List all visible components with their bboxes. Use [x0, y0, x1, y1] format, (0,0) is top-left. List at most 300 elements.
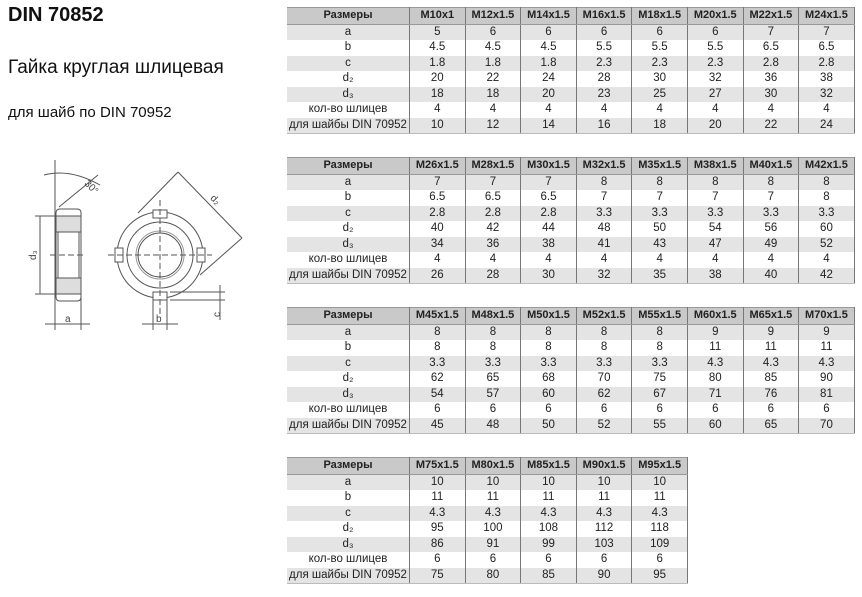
value-cell: 4 [521, 252, 577, 268]
value-cell: 103 [576, 537, 632, 553]
value-cell: 8 [521, 340, 577, 356]
value-cell: 6 [576, 552, 632, 568]
value-cell: 6 [687, 402, 743, 418]
value-cell: 6.5 [799, 40, 855, 56]
value-cell: 8 [632, 340, 688, 356]
value-cell: 48 [576, 221, 632, 237]
value-cell: 2.3 [687, 56, 743, 72]
value-cell: 11 [687, 340, 743, 356]
size-table [287, 7, 855, 134]
value-cell: 3.3 [687, 206, 743, 222]
value-cell: 20 [410, 71, 466, 87]
value-cell: 41 [576, 237, 632, 253]
row-label-cell: a [287, 474, 410, 490]
value-cell: 32 [799, 87, 855, 103]
value-cell: 91 [465, 537, 521, 553]
value-cell: 6.5 [521, 190, 577, 206]
value-cell: 70 [799, 418, 855, 434]
value-cell: 109 [632, 537, 688, 553]
table-row [287, 174, 854, 190]
value-cell: 36 [743, 71, 799, 87]
value-cell: 5.5 [687, 40, 743, 56]
column-header-cell: M26x1.5 [410, 158, 466, 175]
value-cell: 8 [799, 190, 855, 206]
value-cell: 7 [743, 24, 799, 40]
value-cell: 8 [632, 174, 688, 190]
table-row [287, 237, 854, 253]
row-label-cell: для шайбы DIN 70952 [287, 268, 410, 284]
value-cell: 52 [799, 237, 855, 253]
value-cell: 4 [410, 102, 466, 118]
column-header-cell: M70x1.5 [799, 308, 855, 325]
value-cell: 4 [799, 252, 855, 268]
value-cell: 10 [521, 474, 577, 490]
table-row [287, 552, 687, 568]
table-row [287, 102, 854, 118]
value-cell: 6 [743, 402, 799, 418]
table-row [287, 221, 854, 237]
table-row [287, 118, 854, 134]
table-row [287, 190, 854, 206]
table-row [287, 24, 854, 40]
value-cell: 4.5 [465, 40, 521, 56]
row-label-cell: a [287, 324, 410, 340]
value-cell: 32 [687, 71, 743, 87]
value-cell: 54 [687, 221, 743, 237]
value-cell: 3.3 [632, 356, 688, 372]
value-cell: 10 [410, 474, 466, 490]
value-cell: 47 [687, 237, 743, 253]
value-cell: 56 [743, 221, 799, 237]
value-cell: 4.3 [632, 506, 688, 522]
column-header-cell: M12x1.5 [465, 8, 521, 25]
row-label-cell: b [287, 40, 410, 56]
table-row [287, 356, 854, 372]
value-cell: 3.3 [632, 206, 688, 222]
size-table [287, 307, 855, 434]
value-cell: 8 [687, 174, 743, 190]
value-cell: 5 [410, 24, 466, 40]
value-cell: 42 [799, 268, 855, 284]
value-cell: 70 [576, 371, 632, 387]
value-cell: 6 [576, 402, 632, 418]
table-row [287, 40, 854, 56]
column-header-cell: M75x1.5 [410, 458, 466, 475]
value-cell: 2.8 [521, 206, 577, 222]
value-cell: 4 [632, 102, 688, 118]
value-cell: 8 [465, 340, 521, 356]
value-cell: 10 [632, 474, 688, 490]
row-label-cell: d₃ [287, 387, 410, 403]
value-cell: 7 [410, 174, 466, 190]
value-cell: 34 [410, 237, 466, 253]
washer-note: для шайб по DIN 70952 [8, 104, 172, 121]
value-cell: 50 [632, 221, 688, 237]
value-cell: 8 [410, 340, 466, 356]
value-cell: 25 [632, 87, 688, 103]
table-row [287, 387, 854, 403]
value-cell: 86 [410, 537, 466, 553]
dim-label-a: a [65, 314, 71, 325]
value-cell: 71 [687, 387, 743, 403]
column-header-cell: M30x1.5 [521, 158, 577, 175]
dim-label-angle: 30° [81, 178, 101, 197]
header-cell: Размеры [287, 158, 410, 175]
value-cell: 75 [410, 568, 466, 584]
dim-label-d3: d₃ [28, 250, 39, 260]
value-cell: 6 [410, 552, 466, 568]
value-cell: 65 [743, 418, 799, 434]
value-cell: 4 [576, 252, 632, 268]
value-cell: 24 [521, 71, 577, 87]
value-cell: 50 [521, 418, 577, 434]
value-cell: 7 [687, 190, 743, 206]
value-cell: 8 [799, 174, 855, 190]
value-cell: 6 [576, 24, 632, 40]
value-cell: 38 [687, 268, 743, 284]
value-cell: 6 [799, 402, 855, 418]
column-header-cell: M50x1.5 [521, 308, 577, 325]
value-cell: 49 [743, 237, 799, 253]
value-cell: 1.8 [465, 56, 521, 72]
value-cell: 6 [521, 402, 577, 418]
column-header-cell: M90x1.5 [576, 458, 632, 475]
value-cell: 95 [410, 521, 466, 537]
value-cell: 4 [521, 102, 577, 118]
header-cell: Размеры [287, 8, 410, 25]
value-cell: 7 [799, 24, 855, 40]
table-row [287, 324, 854, 340]
value-cell: 27 [687, 87, 743, 103]
row-label-cell: для шайбы DIN 70952 [287, 418, 410, 434]
value-cell: 6 [521, 24, 577, 40]
value-cell: 11 [576, 490, 632, 506]
value-cell: 11 [465, 490, 521, 506]
value-cell: 3.3 [799, 206, 855, 222]
value-cell: 100 [465, 521, 521, 537]
column-header-cell: M38x1.5 [687, 158, 743, 175]
value-cell: 108 [521, 521, 577, 537]
table-header-row [287, 308, 854, 325]
value-cell: 42 [465, 221, 521, 237]
value-cell: 7 [521, 174, 577, 190]
value-cell: 45 [410, 418, 466, 434]
value-cell: 60 [799, 221, 855, 237]
value-cell: 4.3 [410, 506, 466, 522]
nut-technical-drawing [20, 150, 260, 340]
value-cell: 9 [687, 324, 743, 340]
table-row [287, 418, 854, 434]
value-cell: 65 [465, 371, 521, 387]
value-cell: 4 [687, 102, 743, 118]
column-header-cell: M48x1.5 [465, 308, 521, 325]
value-cell: 3.3 [410, 356, 466, 372]
value-cell: 4.3 [465, 506, 521, 522]
value-cell: 30 [632, 71, 688, 87]
value-cell: 22 [465, 71, 521, 87]
row-label-cell: b [287, 190, 410, 206]
value-cell: 7 [576, 190, 632, 206]
value-cell: 6 [687, 24, 743, 40]
table-row [287, 506, 687, 522]
row-label-cell: d₂ [287, 371, 410, 387]
column-header-cell: M22x1.5 [743, 8, 799, 25]
value-cell: 4 [632, 252, 688, 268]
table-row [287, 340, 854, 356]
value-cell: 68 [521, 371, 577, 387]
value-cell: 4.3 [799, 356, 855, 372]
value-cell: 52 [576, 418, 632, 434]
value-cell: 90 [799, 371, 855, 387]
value-cell: 28 [465, 268, 521, 284]
value-cell: 18 [410, 87, 466, 103]
value-cell: 75 [632, 371, 688, 387]
row-label-cell: c [287, 356, 410, 372]
column-header-cell: M35x1.5 [632, 158, 688, 175]
value-cell: 90 [576, 568, 632, 584]
value-cell: 3.3 [743, 206, 799, 222]
size-table [287, 457, 688, 584]
value-cell: 99 [521, 537, 577, 553]
value-cell: 2.8 [465, 206, 521, 222]
value-cell: 85 [521, 568, 577, 584]
value-cell: 4 [576, 102, 632, 118]
row-label-cell: кол-во шлицев [287, 102, 410, 118]
value-cell: 3.3 [465, 356, 521, 372]
value-cell: 7 [465, 174, 521, 190]
value-cell: 20 [687, 118, 743, 134]
value-cell: 24 [799, 118, 855, 134]
header-cell: Размеры [287, 458, 410, 475]
value-cell: 1.8 [410, 56, 466, 72]
value-cell: 18 [632, 118, 688, 134]
column-header-cell: M24x1.5 [799, 8, 855, 25]
header-cell: Размеры [287, 308, 410, 325]
value-cell: 95 [632, 568, 688, 584]
value-cell: 2.8 [743, 56, 799, 72]
table-row [287, 87, 854, 103]
table-row [287, 206, 854, 222]
value-cell: 23 [576, 87, 632, 103]
table-row [287, 568, 687, 584]
value-cell: 44 [521, 221, 577, 237]
value-cell: 8 [743, 174, 799, 190]
row-label-cell: d₃ [287, 237, 410, 253]
value-cell: 2.3 [576, 56, 632, 72]
value-cell: 55 [632, 418, 688, 434]
value-cell: 6 [632, 402, 688, 418]
value-cell: 4.3 [576, 506, 632, 522]
value-cell: 80 [687, 371, 743, 387]
value-cell: 48 [465, 418, 521, 434]
value-cell: 35 [632, 268, 688, 284]
value-cell: 6 [521, 552, 577, 568]
value-cell: 8 [576, 340, 632, 356]
value-cell: 4.3 [743, 356, 799, 372]
value-cell: 6 [632, 552, 688, 568]
value-cell: 40 [410, 221, 466, 237]
value-cell: 6 [465, 24, 521, 40]
value-cell: 40 [743, 268, 799, 284]
value-cell: 8 [576, 174, 632, 190]
value-cell: 11 [799, 340, 855, 356]
value-cell: 4 [743, 102, 799, 118]
value-cell: 80 [465, 568, 521, 584]
value-cell: 62 [410, 371, 466, 387]
value-cell: 6.5 [743, 40, 799, 56]
row-label-cell: d₂ [287, 71, 410, 87]
row-label-cell: d₂ [287, 521, 410, 537]
value-cell: 3.3 [521, 356, 577, 372]
column-header-cell: M65x1.5 [743, 308, 799, 325]
column-header-cell: M14x1.5 [521, 8, 577, 25]
value-cell: 60 [521, 387, 577, 403]
value-cell: 9 [743, 324, 799, 340]
value-cell: 60 [687, 418, 743, 434]
dim-label-b: b [156, 314, 162, 325]
column-header-cell: M32x1.5 [576, 158, 632, 175]
value-cell: 62 [576, 387, 632, 403]
product-name: Гайка круглая шлицевая [8, 57, 224, 78]
value-cell: 2.3 [632, 56, 688, 72]
value-cell: 4 [465, 252, 521, 268]
value-cell: 38 [799, 71, 855, 87]
value-cell: 8 [410, 324, 466, 340]
column-header-cell: M16x1.5 [576, 8, 632, 25]
value-cell: 28 [576, 71, 632, 87]
column-header-cell: M95x1.5 [632, 458, 688, 475]
value-cell: 30 [521, 268, 577, 284]
row-label-cell: d₃ [287, 87, 410, 103]
row-label-cell: b [287, 340, 410, 356]
column-header-cell: M85x1.5 [521, 458, 577, 475]
value-cell: 11 [521, 490, 577, 506]
value-cell: 76 [743, 387, 799, 403]
value-cell: 12 [465, 118, 521, 134]
value-cell: 8 [632, 324, 688, 340]
value-cell: 20 [521, 87, 577, 103]
value-cell: 18 [465, 87, 521, 103]
table-row [287, 537, 687, 553]
column-header-cell: M52x1.5 [576, 308, 632, 325]
table-row [287, 56, 854, 72]
value-cell: 54 [410, 387, 466, 403]
row-label-cell: c [287, 56, 410, 72]
table-header-row [287, 458, 687, 475]
value-cell: 4.3 [687, 356, 743, 372]
column-header-cell: M60x1.5 [687, 308, 743, 325]
row-label-cell: d₂ [287, 221, 410, 237]
row-label-cell: b [287, 490, 410, 506]
value-cell: 4.5 [521, 40, 577, 56]
dim-label-c: c [212, 312, 223, 317]
table-row [287, 402, 854, 418]
value-cell: 118 [632, 521, 688, 537]
column-header-cell: M10x1 [410, 8, 466, 25]
value-cell: 81 [799, 387, 855, 403]
column-header-cell: M55x1.5 [632, 308, 688, 325]
value-cell: 8 [576, 324, 632, 340]
column-header-cell: M80x1.5 [465, 458, 521, 475]
value-cell: 112 [576, 521, 632, 537]
value-cell: 4 [465, 102, 521, 118]
value-cell: 26 [410, 268, 466, 284]
size-table [287, 157, 855, 284]
table-row [287, 371, 854, 387]
table-header-row [287, 8, 854, 25]
column-header-cell: M20x1.5 [687, 8, 743, 25]
value-cell: 10 [465, 474, 521, 490]
value-cell: 2.8 [799, 56, 855, 72]
value-cell: 6.5 [465, 190, 521, 206]
row-label-cell: a [287, 24, 410, 40]
value-cell: 10 [410, 118, 466, 134]
row-label-cell: c [287, 506, 410, 522]
value-cell: 67 [632, 387, 688, 403]
row-label-cell: кол-во шлицев [287, 552, 410, 568]
table-row [287, 268, 854, 284]
value-cell: 57 [465, 387, 521, 403]
value-cell: 8 [521, 324, 577, 340]
value-cell: 4 [743, 252, 799, 268]
dim-label-d2: d₂ [207, 192, 223, 208]
value-cell: 43 [632, 237, 688, 253]
value-cell: 16 [576, 118, 632, 134]
row-label-cell: a [287, 174, 410, 190]
value-cell: 85 [743, 371, 799, 387]
column-header-cell: M28x1.5 [465, 158, 521, 175]
column-header-cell: M40x1.5 [743, 158, 799, 175]
value-cell: 10 [576, 474, 632, 490]
value-cell: 5.5 [576, 40, 632, 56]
value-cell: 7 [632, 190, 688, 206]
row-label-cell: d₃ [287, 537, 410, 553]
column-header-cell: M18x1.5 [632, 8, 688, 25]
page-title: DIN 70852 [8, 4, 104, 26]
table-row [287, 252, 854, 268]
row-label-cell: кол-во шлицев [287, 402, 410, 418]
value-cell: 4.3 [521, 506, 577, 522]
value-cell: 7 [743, 190, 799, 206]
value-cell: 6 [410, 402, 466, 418]
value-cell: 22 [743, 118, 799, 134]
value-cell: 4 [687, 252, 743, 268]
value-cell: 5.5 [632, 40, 688, 56]
value-cell: 11 [743, 340, 799, 356]
table-row [287, 521, 687, 537]
value-cell: 11 [632, 490, 688, 506]
value-cell: 4.5 [410, 40, 466, 56]
value-cell: 4 [799, 102, 855, 118]
value-cell: 36 [465, 237, 521, 253]
row-label-cell: для шайбы DIN 70952 [287, 118, 410, 134]
value-cell: 6 [632, 24, 688, 40]
value-cell: 30 [743, 87, 799, 103]
value-cell: 6.5 [410, 190, 466, 206]
value-cell: 14 [521, 118, 577, 134]
value-cell: 1.8 [521, 56, 577, 72]
value-cell: 8 [465, 324, 521, 340]
value-cell: 3.3 [576, 206, 632, 222]
column-header-cell: M45x1.5 [410, 308, 466, 325]
value-cell: 32 [576, 268, 632, 284]
row-label-cell: c [287, 206, 410, 222]
value-cell: 38 [521, 237, 577, 253]
table-row [287, 490, 687, 506]
column-header-cell: M42x1.5 [799, 158, 855, 175]
table-row [287, 71, 854, 87]
value-cell: 2.8 [410, 206, 466, 222]
